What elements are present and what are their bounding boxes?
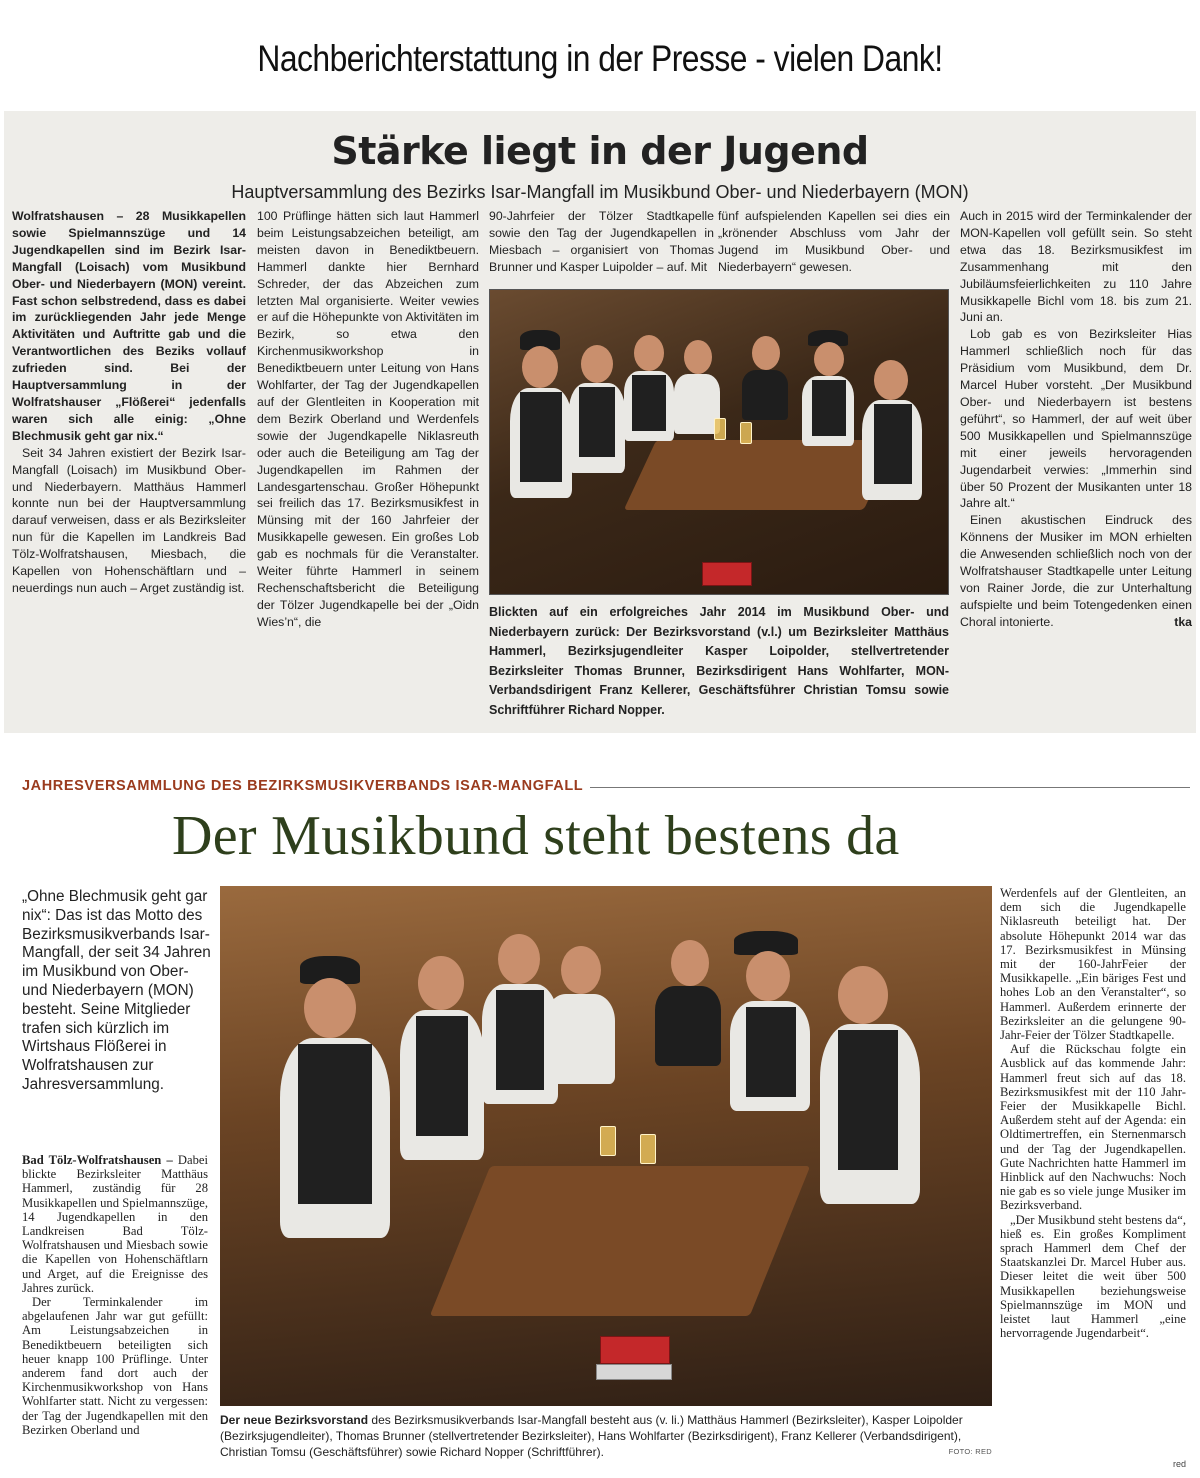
clipping-2-headline: Der Musikbund steht bestens da	[172, 805, 900, 867]
clipping-2-paragraph: „Der Musikbund steht bestens da“, hieß es. Ein großes Kompliment sprach Hammerl dem Chef der Staatskanzlei Dr. Marcel Huber aus. Dieser leitet die weit über 500 Musikkapellen beziehungsweise Spielmannszüge im MON und leistet laut Hammerl „eine hervorragende Jugendarbeit“.	[1000, 1212, 1186, 1341]
group-photo-2	[220, 886, 992, 1406]
photo-caption-2	[220, 1412, 992, 1461]
clipping-1-paragraph: Seit 34 Jahren existiert der Bezirk Isar-Mangfall (Loisach) im Musikbund Ober- und Niederbayern. Matthäus Hammerl konnte nun bei der Hauptversammlung darauf verweisen, dass er als Bezirksleiter nun für die Kapellen im Landkreis Bad Tölz-Wolfratshausen, Miesbach, die Kapellen von Hohenschäftlarn und – neuerdings nun auch – Arget zuständig ist.	[12, 445, 246, 595]
clipping-1-headline: Stärke liegt in der Jugend	[331, 129, 869, 173]
clipping-2-paragraph: Dabei blickte Bezirksleiter Matthäus Hammerl, zuständig für 28 Musikkapellen und Spielmannszüge, 14 Jugendkapellen in den Landkreisen Bad Tölz-Wolfratshausen und Miesbach sowie die Kapellen von Hohenschäftlarn und Arget, auf die Ereignisse des Jahres zurück.	[22, 1153, 208, 1295]
clipping-2-signature: red	[1173, 1459, 1187, 1469]
clipping-1-author-signature: tka	[1174, 614, 1192, 629]
clipping-1-subline: Hauptversammlung des Bezirks Isar-Mangfall im Musikbund Ober- und Niederbayern (MON)	[231, 182, 969, 202]
clipping-2-column-1	[22, 1153, 208, 1437]
clipping-2-column-3	[1000, 886, 1186, 1341]
clipping-2-paragraph: Werdenfels auf der Glentleiten, an dem sich die Jugendkapelle Niklasreuth beteiligt hat. Der absolute Höhepunkt 2014 war das 17. Bezirksmusikfest in Münsing mit der 160-JahrFeier der Musikkapelle. „Ein bäriges Fest und hohes Lob an den Veranstalter“, so Hammerl. Außerdem erinnerte der Bezirksleiter an die gelungene 90-Jahr-Feier der Tölzer Stadtkapelle.	[1000, 886, 1186, 1043]
group-photo-1	[489, 289, 949, 595]
clipping-1-paragraph: 90-Jahrfeier der Tölzer Stadtkapelle sowie den Tag der Jugendkapellen in Miesbach – organisiert von Thomas Brunner und Kasper Luipolder – auf. Mit	[489, 209, 714, 274]
clipping-1-paragraph: Auch in 2015 wird der Terminkalender der MON-Kapellen voll gefüllt sein. So steht etwa das 18. Bezirksmusikfest im Zusammenhang mit den Jubiläumsfeierlichkeiten zu 110 Jahre Musikkapelle Bichl vom 18. bis zum 21. Juni an.	[960, 209, 1192, 325]
clipping-1-intro: Wolfratshausen – 28 Musikkapellen sowie Spielmannszüge und 14 Jugendkapellen sind im Bezirk Isar-Mangfall (Loisach) vom Musikbund Ober- und Niederbayern (MON) vereint. Fast schon selbstredend, dass es dabei im zurückliegenden Jahr jede Menge Aktivitäten und Auftritte gab und die Verantwortlichen des Beziks vollauf zufrieden sind. Bei der Hauptversammlung in der Wolfratshauser „Flößerei“ jedenfalls waren sich alle einig: „Ohne Blechmusik geht gar nix.“	[12, 209, 246, 443]
divider	[590, 787, 1190, 788]
photo-credit: FOTO: RED	[948, 1447, 992, 1457]
page-heading: Nachberichterstattung in der Presse - vielen Dank!	[257, 38, 943, 79]
clipping-1-column-1	[12, 208, 246, 597]
clipping-2-paragraph: Auf die Rückschau folgte ein Ausblick auf das kommende Jahr: Hammerl freut sich auf das 18. Bezirksmusikfest mit der 110 Jahr-Feier der Musikkapelle Bichl. Außerdem steht auf der Agenda: ein Oldtimertreffen, ein Sternenmarsch und der Tag der Jugendkapellen. Gute Nachrichten hatte Hammerl im Hinblick auf den Nachwuchs: Noch nie gab es so viele junge Musiker im Bezirksverband.	[1000, 1042, 1186, 1213]
caption-lead: Der neue Bezirksvorstand	[220, 1413, 369, 1427]
clipping-2-lead: „Ohne Blechmusik geht gar nix“: Das ist das Motto des Bezirksmusikverbands Isar-Mangfall, der seit 34 Jahren im Musikbund von Ober- und Niederbayern (MON) besteht. Seine Mitglieder trafen sich kürzlich im Wirtshaus Flößerei in Wolfratshausen zur Jahresversammlung.	[22, 888, 211, 1093]
clipping-1-paragraph: Einen akustischen Eindruck des Könnens der Musiker im MON erhielten die Anwesenden schließlich noch von der Wolfratshauser Stadtkapelle unter Leitung von Rainer Jorde, die zur Unterhaltung aufspielte und beim Totengedenken einen Choral intonierte.	[960, 513, 1192, 629]
clipping-1-column-4	[718, 208, 950, 276]
caption-text: des Bezirksmusikverbands Isar-Mangfall besteht aus (v. li.) Matthäus Hammerl (Bezirksleiter), Kasper Loipolder (Bezirksjugendleiter), Thomas Brunner (stellvertretender Bezirksleiter), Hans Wohlfarter (Bezirksdirigent), Franz Kellerer (Verbandsdirigent), Christian Tomsu (Geschäftsführer) sowie Richard Nopper (Schriftführer).	[220, 1413, 963, 1460]
photo-caption-1: Blickten auf ein erfolgreiches Jahr 2014 im Musikbund Ober- und Niederbayern zurück: Der Bezirksvorstand (v.l.) um Bezirksleiter Matthäus Hammerl, Bezirksjugendleiter Kasper Loipolder, stellvertretender Bezirksleiter Thomas Brunner, Bezirksdirigent Hans Wohlfarter, MON-Verbandsdirigent Franz Kellerer, Geschäftsführer Christian Tomsu sowie Schriftführer Richard Nopper.	[489, 603, 949, 720]
clipping-1-paragraph: Lob gab es von Bezirksleiter Hias Hammerl schließlich noch für das Präsidium vom Musikbund, dem Dr. Marcel Huber vorsteht. „Der Musikbund Ober- und Niederbayern ist bestens geführt“, so Hammerl, der auf weit über 500 Musikkapellen und Spielmannszüge mit einer jeweils hervoragenden Jugendarbeit verwies: „Immerhin sind über 50 Prozent der Musikanten unter 18 Jahre alt.“	[960, 327, 1192, 511]
clipping-1-column-5	[960, 208, 1192, 631]
clipping-2-dateline: Bad Tölz-Wolfratshausen –	[22, 1153, 173, 1167]
clipping-1-paragraph: fünf aufspielenden Kapellen sei dies ein „krönender Abschluss vom Jahr der Jugend im Musikbund Ober- und Niederbayern“ gewesen.	[718, 209, 950, 274]
clipping-2-kicker: JAHRESVERSAMMLUNG DES BEZIRKSMUSIKVERBANDS ISAR-MANGFALL	[22, 778, 584, 794]
clipping-1-column-3	[489, 208, 714, 276]
clipping-1-paragraph: 100 Prüflinge hätten sich laut Hammerl beim Leistungsabzeichen beteiligt, am meisten davon in Benediktbeuern. Hammerl dankte hier Bernhard Schreder, der das Abzeichen zum letzten Mal organisierte. Weiter vewies er auf die Höhepunkte von Aktivitäten im Bezirk, so etwa den Kirchenmusikworkshop in Benediktbeuern unter Leitung von Hans Wohlfarter, der Tag der Jugendkapellen auf der Glentleiten in Kooperation mit dem Bezirk Oberland und Werdenfels sowie der Jugendkapelle Niklasreuth oder auch die Beteiligung am Tag der Jugendkapellen im Rahmen der Landesgartenschau. Großer Höhepunkt sei freilich das 17. Bezirksmusikfest in Münsing mit der 160 Jahrfeier der Musikkapelle gewesen. Ein großes Lob gab es nochmals für die Veranstalter. Weiter führte Hammerl in seinem Rechenschaftsbericht die Beteiligung der Tölzer Jugendkapelle bei der „Oidn Wies’n“, die	[257, 209, 479, 629]
newspaper-clipping-2	[0, 770, 1200, 1478]
clipping-2-paragraph: Der Terminkalender im abgelaufenen Jahr war gut gefüllt: Am Leistungsabzeichen in Benediktbeuern beteiligten sich heuer knapp 100 Prüflinge. Unter anderem fand dort auch der Kirchenmusikworkshop von Hans Wohlfarter statt. Nicht zu vergessen: der Tag der Jugendkapellen mit den Bezirken Oberland und	[22, 1295, 208, 1437]
newspaper-clipping-1	[4, 111, 1196, 733]
clipping-1-column-2	[257, 208, 479, 631]
